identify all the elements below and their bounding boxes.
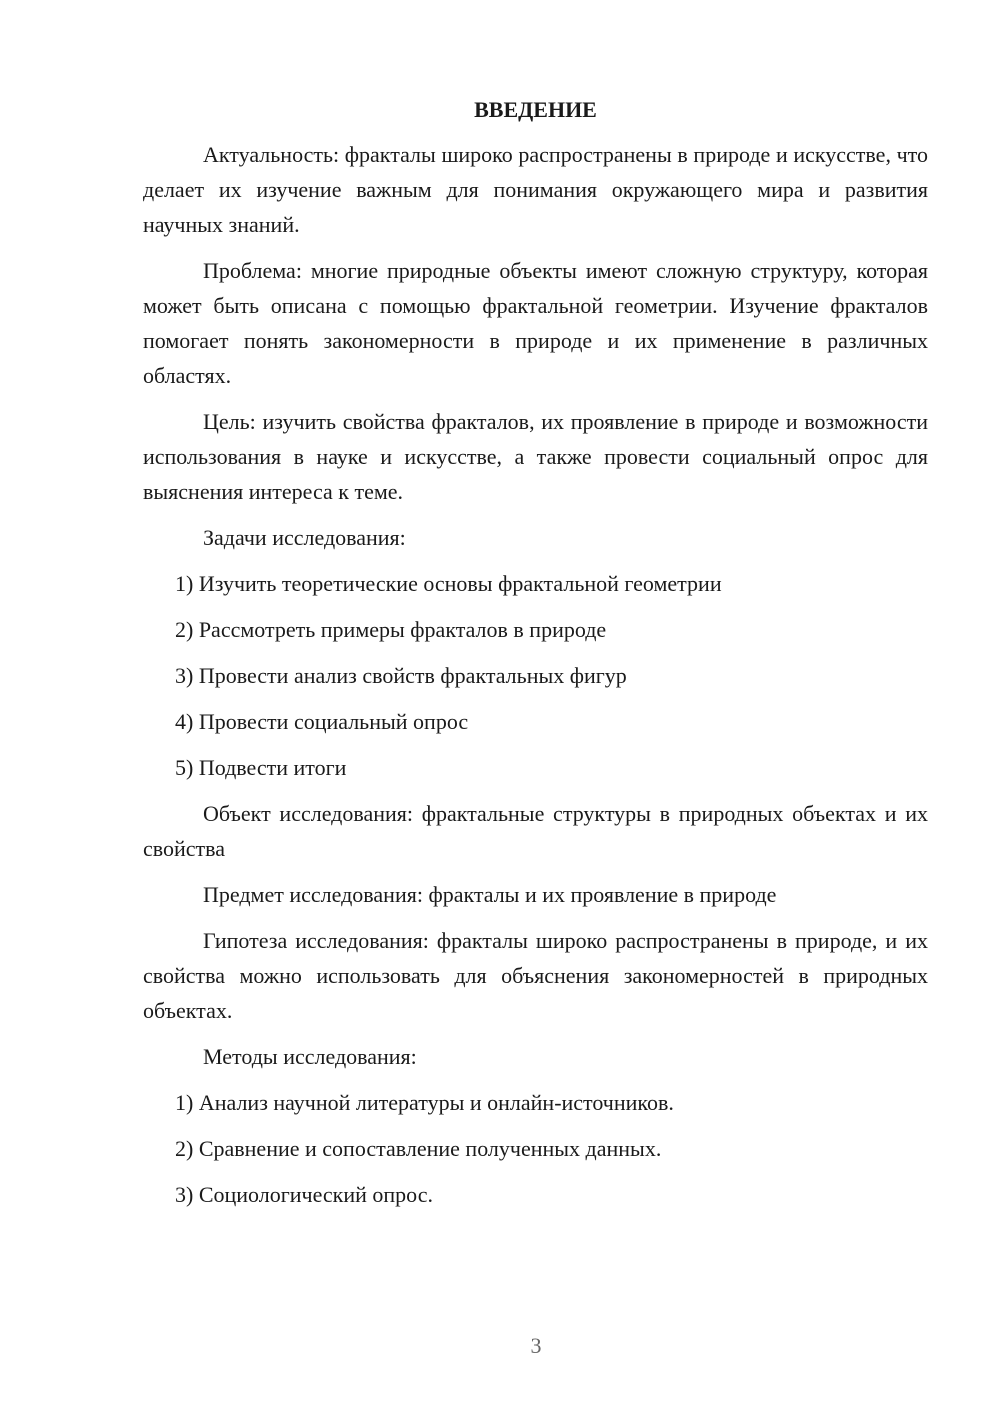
subject-paragraph: Предмет исследования: фракталы и их проявление в природе bbox=[203, 882, 777, 907]
methods-title: Методы исследования: bbox=[203, 1044, 417, 1069]
object-paragraph: Объект исследования: фрактальные структуры в природных объектах и их свойства bbox=[143, 801, 928, 861]
list-item: 1) Анализ научной литературы и онлайн-источников. bbox=[175, 1090, 674, 1115]
list-item: 2) Рассмотреть примеры фракталов в природе bbox=[175, 617, 607, 642]
document-page bbox=[143, 92, 928, 1212]
section-heading: ВВЕДЕНИЕ bbox=[474, 97, 597, 122]
list-item: 2) Сравнение и сопоставление полученных данных. bbox=[175, 1136, 662, 1161]
tasks-list bbox=[143, 566, 928, 785]
methods-list bbox=[143, 1085, 928, 1212]
page-number: 3 bbox=[530, 1333, 542, 1358]
list-item: 3) Провести анализ свойств фрактальных фигур bbox=[175, 663, 627, 688]
list-item: 5) Подвести итоги bbox=[175, 755, 347, 780]
hypothesis-paragraph: Гипотеза исследования: фракталы широко распространены в природе, и их свойства можно использовать для объяснения закономерностей в природных объектах. bbox=[143, 928, 928, 1023]
list-item: 3) Социологический опрос. bbox=[175, 1182, 433, 1207]
list-item: 4) Провести социальный опрос bbox=[175, 709, 469, 734]
problem-paragraph: Проблема: многие природные объекты имеют сложную структуру, которая может быть описана с помощью фрактальной геометрии. Изучение фракталов помогает понять закономерности в природе и их применение в различных областях. bbox=[143, 258, 928, 388]
relevance-paragraph: Актуальность: фракталы широко распространены в природе и искусстве, что делает их изучение важным для понимания окружающего мира и развития научных знаний. bbox=[143, 142, 928, 237]
goal-paragraph: Цель: изучить свойства фракталов, их проявление в природе и возможности использования в науке и искусстве, а также провести социальный опрос для выяснения интереса к теме. bbox=[143, 409, 928, 504]
list-item: 1) Изучить теоретические основы фрактальной геометрии bbox=[175, 571, 722, 596]
tasks-title: Задачи исследования: bbox=[203, 525, 406, 550]
